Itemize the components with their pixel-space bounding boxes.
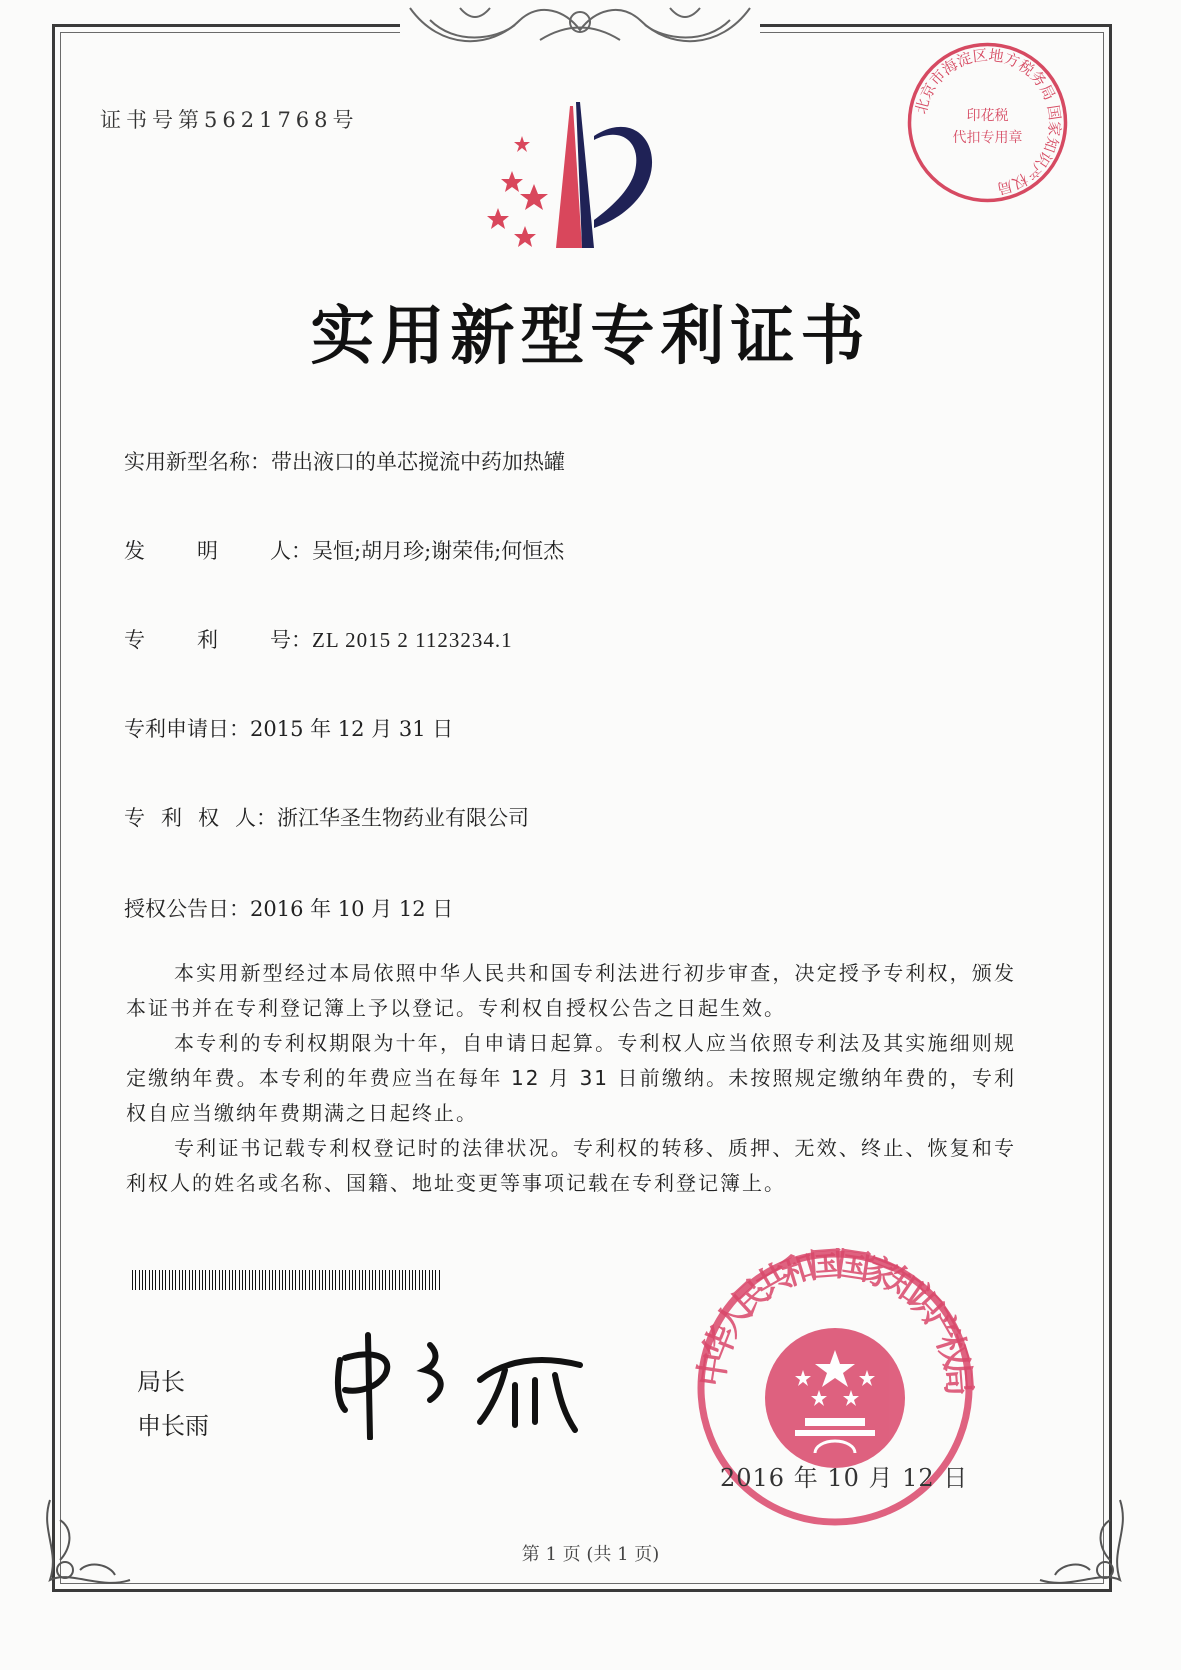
certificate-title: 实用新型专利证书 xyxy=(310,300,871,374)
barcode-icon xyxy=(132,1270,442,1290)
field-patent-number xyxy=(124,624,513,654)
certificate-body xyxy=(126,956,1016,1201)
field-label: 授权公告日： xyxy=(124,897,250,921)
field-patentee xyxy=(124,802,529,832)
body-paragraph: 本实用新型经过本局依照中华人民共和国专利法进行初步审查，决定授予专利权，颁发本证书并在专利登记簿上予以登记。专利权自授权公告之日起生效。 xyxy=(126,961,1016,1020)
tax-stamp-ring-text: 北京市海淀区地方税务局 国家知识产权局 xyxy=(911,46,1064,198)
field-label: 专利申请日： xyxy=(124,717,250,741)
field-label: 专 利 号： xyxy=(124,628,312,652)
sipo-logo-icon xyxy=(470,96,670,256)
field-utility-model-name xyxy=(124,446,565,476)
field-label: 实用新型名称： xyxy=(124,450,271,474)
field-grant-announcement-date xyxy=(124,893,453,923)
field-value: 浙江华圣生物药业有限公司 xyxy=(277,806,529,830)
field-value: 吴恒;胡月珍;谢荣伟;何恒杰 xyxy=(312,539,565,563)
director-title: 局长 xyxy=(137,1368,185,1396)
field-value: 2016 年 10 月 12 日 xyxy=(250,897,454,921)
certificate-number: 证书号第5621768号 xyxy=(100,108,359,132)
body-paragraph: 本专利的专利权期限为十年，自申请日起算。专利权人应当依照专利法及其实施细则规定缴纳年费。本专利的年费应当在每年 12 月 31 日前缴纳。未按照规定缴纳年费的，专利权自应当缴纳年费期满之日起终止。 xyxy=(126,1031,1016,1125)
field-application-date xyxy=(124,713,453,743)
top-ornament-icon xyxy=(400,0,760,58)
tax-stamp-line2: 代扣专用章 xyxy=(952,130,1023,146)
signature-icon xyxy=(330,1330,590,1440)
seal-date: 2016 年 10 月 12 日 xyxy=(720,1464,969,1492)
field-value: 带出液口的单芯搅流中药加热罐 xyxy=(271,450,565,474)
seal-text: 中华人民共和国国家知识产权局 xyxy=(695,1248,975,1398)
field-inventors xyxy=(124,535,564,565)
tax-stamp-line1: 印花税 xyxy=(966,108,1009,124)
field-value: ZL 2015 2 1123234.1 xyxy=(312,628,513,652)
body-paragraph: 专利证书记载专利权登记时的法律状况。专利权的转移、质押、无效、终止、恢复和专利权人的姓名或名称、国籍、地址变更等事项记载在专利登记簿上。 xyxy=(126,1136,1016,1195)
field-label: 专 利 权 人： xyxy=(124,806,277,830)
director-name: 申长雨 xyxy=(137,1412,209,1440)
page-number: 第 1 页 (共 1 页) xyxy=(521,1544,660,1565)
tax-stamp xyxy=(905,40,1070,205)
field-value: 2015 年 12 月 31 日 xyxy=(250,717,454,741)
field-label: 发 明 人： xyxy=(124,539,312,563)
